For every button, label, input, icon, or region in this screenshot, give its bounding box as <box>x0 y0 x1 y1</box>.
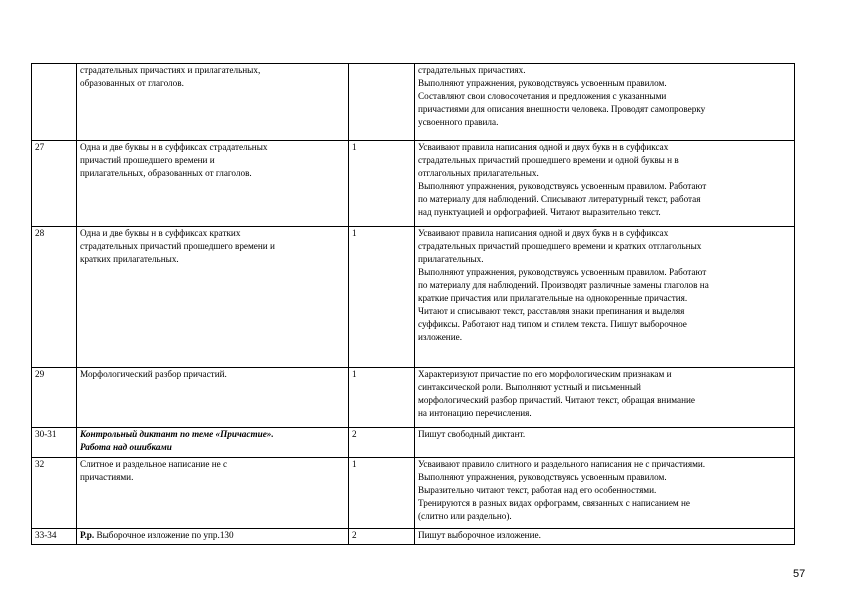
cell-topic: Контрольный диктант по теме «Причастие». Работа над ошибками <box>77 428 349 458</box>
table-row <box>32 227 795 368</box>
table-row <box>32 428 795 458</box>
cell-hours: 1 <box>349 458 415 529</box>
cell-topic: страдательных причастиях и прилагательных, образованных от глаголов. <box>77 64 349 141</box>
cell-lesson-number: 30-31 <box>32 428 77 458</box>
cell-lesson-number: 29 <box>32 368 77 428</box>
cell-topic <box>77 529 349 545</box>
table-row <box>32 529 795 545</box>
cell-hours <box>349 64 415 141</box>
cell-lesson-number <box>32 64 77 141</box>
cell-activities: Пишут свободный диктант. <box>415 428 795 458</box>
cell-lesson-number: 28 <box>32 227 77 368</box>
cell-hours: 2 <box>349 428 415 458</box>
cell-lesson-number: 33-34 <box>32 529 77 545</box>
table-row <box>32 64 795 141</box>
cell-activities: Пишут выборочное изложение. <box>415 529 795 545</box>
page-number: 57 <box>793 568 806 580</box>
cell-topic: Одна и две буквы н в суффиксах кратких страдательных причастий прошедшего времени и кратких прилагательных. <box>77 227 349 368</box>
cell-topic: Одна и две буквы н в суффиксах страдательных причастий прошедшего времени и прилагательных, образованных от глаголов. <box>77 141 349 227</box>
cell-lesson-number: 27 <box>32 141 77 227</box>
cell-activities: страдательных причастиях. Выполняют упражнения, руководствуясь усвоенным правилом. Составляют свои словосочетания и предложения с указанными причастиями для описания внешности человека. Проводят самопроверку усвоенного правила. <box>415 64 795 141</box>
cell-hours: 1 <box>349 368 415 428</box>
table-row <box>32 368 795 428</box>
table-row <box>32 141 795 227</box>
topic-text: Выборочное изложение по упр.130 <box>94 530 234 540</box>
cell-lesson-number: 32 <box>32 458 77 529</box>
cell-activities: Усваивают правило слитного и раздельного написания не с причастиями. Выполняют упражнения, руководствуясь усвоенным правилом. Выразительно читают текст, работая над его особенностями. Тренируются в разных видах орфограмм, связанных с написанием не (слитно или раздельно). <box>415 458 795 529</box>
cell-activities: Характеризуют причастие по его морфологическим признакам и синтаксической роли. Выполняют устный и письменный морфологический разбор причастий. Читают текст, обращая внимание на интонацию перечисления. <box>415 368 795 428</box>
cell-hours: 1 <box>349 227 415 368</box>
lesson-plan-table <box>31 63 795 545</box>
cell-hours: 1 <box>349 141 415 227</box>
cell-topic: Морфологический разбор причастий. <box>77 368 349 428</box>
cell-activities: Усваивают правила написания одной и двух букв н в суффиксах страдательных причастий прошедшего времени и кратких отглагольных прилагательных. Выполняют упражнения, руководствуясь усвоенным правилом. Работают по материалу для наблюдений. Производят различные замены глаголов на краткие причастия или прилагательные на однокоренные причастия. Читают и списывают текст, расставляя знаки препинания и выделяя суффиксы. Работают над типом и стилем текста. Пишут выборочное изложение. <box>415 227 795 368</box>
speech-development-prefix: Р.р. <box>80 530 95 540</box>
cell-activities: Усваивают правила написания одной и двух букв н в суффиксах страдательных причастий прошедшего времени и одной буквы н в отглагольных прилагательных. Выполняют упражнения, руководствуясь усвоенным правилом. Работают по материалу для наблюдений. Списывают литературный текст, работая над пунктуацией и орфографией. Читают выразительно текст. <box>415 141 795 227</box>
table-row <box>32 458 795 529</box>
cell-topic: Слитное и раздельное написание не с причастиями. <box>77 458 349 529</box>
cell-hours: 2 <box>349 529 415 545</box>
